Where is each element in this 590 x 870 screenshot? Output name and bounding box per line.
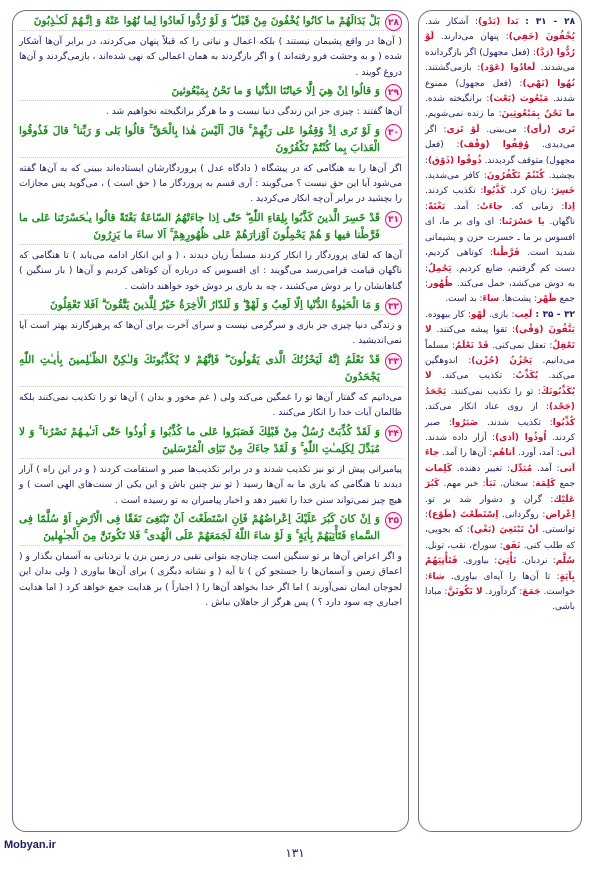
glossary-definition: : نردبان. <box>516 556 556 567</box>
glossary-term: بَدا (بَدُو) <box>478 17 519 27</box>
glossary-definition: : مسلماً می‌دانیم. <box>425 340 575 366</box>
verse-block <box>19 424 402 508</box>
glossary-definition: جمع <box>555 479 575 490</box>
verse-block <box>19 83 402 119</box>
verse-arabic-text: وَ مَا الْحَيٰوةُ الدُّنْيا اِلّا لَعِبٌ وَ لَهْوٌ ۖ وَ لَلدّارُ الْاٰخِرَةُ خَيْرٌ لِلَّذينَ يَتَّقُونَ ۗ اَفَلا تَعْقِلُونَ <box>50 299 380 312</box>
glossary-term: كُذِّبُوا <box>552 417 575 428</box>
glossary-definition: : تو را تکذیب نمی‌کنند. <box>446 386 541 397</box>
glossary-term: فَتَأْتِيَهُمْ بِآيَةٍ <box>425 556 575 582</box>
page-number: ۱۳۱ <box>285 846 305 860</box>
glossary-definition: : اندوهگین می‌کند. <box>425 355 576 382</box>
glossary-definition: : تقوا پیشه می‌کنند. <box>431 325 515 336</box>
glossary-definition: : آمد، آورد. <box>515 448 560 459</box>
glossary-definition: : اگر می‌دیدی. <box>425 124 575 151</box>
glossary-definition: : سخنان. <box>495 479 536 490</box>
glossary-term: وُقِفُوا (وَقْف) <box>459 140 530 151</box>
glossary-panel <box>418 10 582 832</box>
glossary-term: نَبَأ <box>485 479 496 490</box>
glossary-term: كُنْتُمْ تَكْفُرُونَ <box>486 171 545 182</box>
verse-block <box>19 123 402 207</box>
verse-translation: پیامبرانی پیش از تو نیز تکذیب شدند و در برابر تکذیب‌ها صبر و استقامت کردند ( و در این راه ) آزار دیدند تا هنگامی که یاری ما به آن‌ها رسید ( تو نیز چنین باش و این یکی از سنت‌های الهی است ) و هیچ چیز نمی‌تواند سنن خدا را تغییر دهد و اخبار پیامبران به تو رسیده است . <box>19 458 402 508</box>
glossary-term: لَوْ تَرى <box>446 124 480 135</box>
glossary-term: فَرَّطْنا <box>493 248 520 259</box>
glossary-definition: : تعقل نمی‌کنی. <box>488 340 553 351</box>
glossary-definition: : توانستی. <box>425 510 575 536</box>
verse-range-label: ۲۸ - ۳۱ : <box>525 17 575 27</box>
glossary-term: اِذا <box>564 201 575 212</box>
verse-block <box>19 511 402 611</box>
glossary-definition: : کافر می‌شدید. <box>425 171 487 182</box>
glossary-term: يَحْزُنُ (حُزْن) <box>471 355 533 366</box>
verse-block <box>19 297 402 349</box>
verse-range-label: ۳۲ - ۳۵ : <box>535 309 575 320</box>
glossary-term: مُبَدِّل <box>510 463 533 474</box>
glossary-term: لا يُكَذِّبُونَكَ <box>425 371 575 397</box>
glossary-definition: : می‌بینی. <box>479 124 527 135</box>
site-logo[interactable]: Mobyan.ir <box>4 839 56 851</box>
glossary-term: بَغْتَةً <box>428 201 446 212</box>
glossary-term: كَذَّبُوا <box>483 186 506 197</box>
glossary-definition: : آشکار شد. <box>425 17 479 27</box>
glossary-definition: : کار بیهوده. <box>425 309 471 320</box>
verse-arabic <box>19 13 402 30</box>
glossary-definition: : آزار داده شدند. <box>425 432 496 443</box>
verse-translation: و اگر اعراض آن‌ها بر تو سنگین است چنان‌چه بتوانی نقبی در زمین بزن یا نردبانی به آسمان بگذار و ( اعماق زمین و آسمان‌ها را جستجو کن ) تا آیه ( و نشانه دیگری ) برای آن‌ها بیاوری ( ولی بدان این لجوجان ایمان نمی‌آورند ) اما اگر خدا بخواهد آن‌ها را ( اجباراً ) بر هدایت جمع خواهد کرد ( اما هدایت اجباری چه سود دارد ؟ ) پس هرگز از جاهلان نباش . <box>19 545 402 611</box>
glossary-term: كَبُرَ عَلَيْك <box>425 479 575 505</box>
glossary-term: اُوذُوا (اَذى) <box>495 432 547 443</box>
glossary-term: صَبَرُوا <box>451 417 479 428</box>
glossary-definition: : ما زنده نمی‌شویم. <box>425 109 502 120</box>
glossary-term: يَحْمِلُ <box>428 263 452 274</box>
glossary-term: ساءَ <box>482 294 500 305</box>
verse-list <box>19 13 402 611</box>
glossary-term: لَعادُوا (عَوْد) <box>480 63 536 74</box>
glossary-definition: : بد است. <box>445 294 483 305</box>
glossary-definition: : به دوش می‌کشد، حمل می‌کند. <box>425 263 575 289</box>
verse-translation: ( آن‌ها در واقع پشیمان نیستند ) بلکه اعمال و نیاتی را که قبلاً پنهان می‌کردند، در برابر آن‌ها آشکار شده ( و به وحشت فرو رفته‌اند ) و اگر بازگردند به همان اعمالی که نهی شده‌اند ، بازمی‌گردند و آن‌ها دروغ گویند . <box>19 30 402 80</box>
glossary-definition: : سوراخ، نقب، تونل. <box>425 540 503 551</box>
verses-panel <box>12 10 409 832</box>
glossary-term: كَلِمَة <box>535 479 556 490</box>
glossary-term: تَأْتِيَ <box>497 556 517 567</box>
verse-number-badge: ۲۸ <box>385 14 402 31</box>
glossary-term: جاءَ اَتى <box>425 448 575 474</box>
glossary-definition: : جمع <box>425 278 575 305</box>
glossary-term: ظُهُور <box>428 278 453 289</box>
glossary-definition: : پشت‌ها. <box>499 294 538 305</box>
glossary-term: شاءَ <box>428 571 445 582</box>
glossary-definition: : که بجویی، که طلب کنی. <box>425 525 575 551</box>
verse-number-badge: ۳۰ <box>385 124 402 141</box>
verse-translation: اگر آن‌ها را به هنگامی که در پیشگاه ( دادگاه عدل ) پروردگارشان ایستاده‌اند ببینی که به آن‌ها گفته می‌شود آیا این حق نیست ؟ می‌گویند : آری قسم به پروردگار ما ( حق است ) ، می‌گوید پس مجازات را بچشید در برابر آن‌چه انکار می‌کردید . <box>19 157 402 207</box>
glossary-term: لا تَكُونَنَّ <box>447 587 483 598</box>
glossary-definition: : آمد. <box>445 201 480 212</box>
glossary-definition: : آمد. <box>532 463 560 474</box>
glossary-definition: : تکذیب شدند. <box>478 417 553 428</box>
glossary-definition: : آن‌ها را آمد. <box>439 448 493 459</box>
verse-arabic-text: وَ لَوْ تَرى اِذْ وُقِفُوا عَلى رَبِّهِمْ ۚ قالَ اَلَيْسَ هٰذا بِالْحَقِّ ۚ قالُوا بَلى وَ رَبِّنا ۚ قالَ فَذُوقُوا الْعَذابَ بِما كُنْتُمْ تَكْفُرُونَ <box>19 124 380 154</box>
verse-arabic <box>19 424 402 458</box>
glossary-term: يَجْحَدُ (جَحْد) <box>425 386 575 413</box>
glossary-definition: : زیان کرد. <box>505 186 555 197</box>
verse-block <box>19 210 402 294</box>
glossary-definition: : بچشید. <box>425 155 575 182</box>
glossary-term: اِعْراض <box>545 510 575 520</box>
glossary-definition: : تغییر دهنده. <box>452 463 511 474</box>
verse-number-badge: ۳۱ <box>385 211 402 228</box>
glossary-term: ما نَحْنُ بِمَبْعُوثِينَ <box>501 109 575 120</box>
glossary-term: اَتى <box>559 448 575 459</box>
glossary-list <box>425 15 575 616</box>
glossary-term: يَتَّقُونَ (وَقْي) <box>514 325 575 336</box>
verse-translation: می‌دانیم که گفتار آن‌ها تو را غمگین می‌کند ولی ( غم مخور و بدان ) آن‌ها تو را تکذیب نمی‌کنند بلکه ظالمان آیات خدا را انکار می‌کنند . <box>19 386 402 421</box>
glossary-term: يُخْفُونَ (خَفِي) <box>508 32 575 43</box>
glossary-term: اِسْتَطَعْتَ (طَوْع) <box>428 510 499 520</box>
verse-arabic-text: قَدْ خَسِرَ الَّذينَ كَذَّبُوا بِلِقاءِ اللّٰهِ ۖ حَتّٰى اِذا جاءَتْهُمُ السّاعَةُ بَغْتَةً قالُوا يـٰحَسْرَتَنا عَلى ما فَرَّطْنا فيها وَ هُمْ يَحْمِلُونَ اَوْزارَهُمْ عَلى ظُهُورِهِمْ ۚ اَلا ساءَ ما يَزِرُونَ <box>19 211 380 241</box>
glossary-definition: : بازی. <box>485 309 515 320</box>
glossary-definition: : تکذیب می‌کند. <box>431 371 516 382</box>
verse-number-badge: ۳۳ <box>385 353 402 370</box>
verse-arabic <box>19 123 402 157</box>
glossary-definition: : بازمی‌گشتند. <box>425 63 481 74</box>
verse-arabic <box>19 297 402 314</box>
glossary-term: كَلِمات <box>425 463 452 474</box>
glossary-term: يُكَذِّبُ <box>515 371 539 382</box>
verse-arabic <box>19 511 402 545</box>
glossary-term: اَنْ تَبْتَغِيَ (بَغْي) <box>469 525 539 536</box>
glossary-definition: : صبر کردند. <box>425 417 575 443</box>
glossary-term: لَعِب <box>514 309 533 320</box>
glossary-definition: : بیاوری. <box>457 556 498 567</box>
verse-number-badge: ۳۵ <box>385 512 402 529</box>
verse-translation: آن‌ها گفتند : چیزی جز این زندگی دنیا نیست و ما هرگز برانگیخته نخواهیم شد . <box>19 100 402 119</box>
verse-translation: آن‌ها که لقای پروردگار را انکار کردند مسلماً زیان دیدند ، ( و این انکار ادامه می‌یابد ) تا هنگامی که ناگهان قیامت فرامی‌رسد می‌گویند : ای افسوس که درباره آن کوتاهی کردیم و آن‌ها ( بار سنگین ) گناهانشان را بر دوش می‌کشند ، چه بد باری بر دوش خود خواهند داشت . <box>19 244 402 294</box>
glossary-term: جَمَعَ <box>522 587 541 598</box>
glossary-term: نُهُوا (نَهْي) <box>522 78 575 89</box>
glossary-definition: : کوتاهی کردیم، دست کم گرفتیم، ضایع کردیم. <box>425 248 575 274</box>
glossary-term: ذُوقُوا (ذَوْق) <box>428 155 482 166</box>
verse-arabic-text: بَلْ بَدَالَهُمْ ما كانُوا يُخْفُونَ مِنْ قَبْلُ ۖ وَ لَوْ رُدُّوا لَعادُوا لِما نُهُوا عَنْهُ وَ اِنَّـهُمْ لَكـٰذِبُونَ <box>33 15 380 27</box>
verse-arabic-text: وَ لَقَدْ كُذِّبَتْ رُسُلٌ مِنْ قَبْلِكَ فَصَبَرُوا عَلى ما كُذِّبُوا وَ اُوذُوا حَتّٰى اَتـٰيـهُمْ نَصْرُنا ۚ وَ لا مُبَدِّلَ لِكَلِمـٰتِ اللّٰهِ ۚ وَ لَقَدْ جاءَكَ مِنْ نَبَاِى الْمُرْسَلينَ <box>19 425 380 455</box>
glossary-definition: : (فعل مجهول) متوقف گردیدند. <box>425 140 575 166</box>
verse-arabic-text: وَ اِنْ كانَ كَبُرَ عَلَيْكَ اِعْراضُهُمْ فَاِنِ اسْتَطَعْتَ اَنْ تَبْتَغِىَ نَفَقًا فِى الْاَرْضِ اَوْ سُلَّمًا فِى السَّماءِ فَتَأْتِيَهُمْ بِاٰيَةٍ ۚ وَ لَوْ شاءَ اللّٰهُ لَجَمَعَهُمْ عَلَى الْهُدى ۚ فَلا تَكُونَنَّ مِنَ الْجـٰهِلينَ <box>19 512 380 542</box>
glossary-definition: : خواست. <box>425 571 575 598</box>
glossary-term: لَهْو <box>470 309 486 320</box>
glossary-term: اَتاهُم <box>492 448 516 459</box>
verse-block <box>19 352 402 421</box>
verse-arabic-text: قَدْ نَعْلَمُ اِنَّهُ لَيَحْزُنُكَ الَّذى يَقُولُونَ ۖ فَاِنَّهُمْ لا يُكَذِّبُونَكَ وَلـٰكِنَّ الظّـٰلِمينَ بِاٰيـٰتِ اللّٰهِ يَجْحَدُونَ <box>19 353 380 383</box>
glossary-term: خَسِرَ <box>554 186 576 197</box>
glossary-term: جاءَتْ <box>479 201 503 212</box>
glossary-paragraph <box>425 308 575 616</box>
glossary-definition: : (فعل مجهول) ممنوع شدند. <box>425 78 575 105</box>
glossary-definition: : ناگهان. <box>425 201 575 228</box>
glossary-definition: : از روی عناد انکار می‌کند. <box>425 402 549 413</box>
verse-arabic <box>19 83 402 100</box>
glossary-term: تَرى (رأى) <box>526 124 576 135</box>
glossary-term: ظَهْر <box>537 294 557 305</box>
verse-number-badge: ۳۲ <box>385 298 402 315</box>
glossary-definition: : خبر مهم. <box>439 479 486 490</box>
glossary-term: يا حَسْرَتَنا <box>501 217 545 228</box>
glossary-definition: : پنهان می‌دارند. <box>433 32 509 43</box>
verse-arabic-text: وَ قالُوا اِنْ هِيَ اِلَّا حَياتُنَا الدُّنْيا وَ ما نَحْنُ بِمَبْعُوثينَ <box>171 85 380 98</box>
glossary-term: لا تَعْقِلُ <box>425 325 575 351</box>
glossary-definition: : گردآورد. <box>482 587 523 598</box>
verse-number-badge: ۳۴ <box>385 425 402 442</box>
verse-translation: و زندگی دنیا چیزی جز بازی و سرگرمی نیست و سرای آخرت برای آن‌ها که پرهیزگارند بهتر است آیا نمی‌اندیشید . <box>19 314 402 349</box>
verse-arabic <box>19 210 402 244</box>
verse-number-badge: ۲۹ <box>385 84 402 101</box>
verse-block <box>19 13 402 80</box>
glossary-definition: : تکذیب کردند. <box>425 186 484 197</box>
glossary-paragraph <box>425 15 575 308</box>
glossary-definition: : زمانی که. <box>502 201 565 212</box>
glossary-term: لَوْ رُدُّوا (رَدَّ) <box>425 32 575 58</box>
glossary-term: مَبْعُوث (بَعْث) <box>489 94 549 105</box>
glossary-term: سُلَّم <box>555 556 576 567</box>
glossary-definition: : روگردانی. <box>498 510 546 520</box>
glossary-definition: : تا آن‌ها را آیه‌ای بیاوری. <box>444 571 560 582</box>
glossary-definition: : برانگیخته شده. <box>425 94 490 105</box>
glossary-definition: : گران و دشوار شد بر تو. <box>425 494 554 505</box>
glossary-term: قَدْ نَعْلَمُ <box>454 340 489 351</box>
glossary-definition: : (فعل مجهول) اگر بازگردانده می‌شدند. <box>425 47 575 74</box>
verse-arabic <box>19 352 402 386</box>
glossary-term: نَفَق <box>502 540 521 551</box>
glossary-definition: : مبادا باشی. <box>425 587 575 613</box>
glossary-definition: : ای وای بر ما، ای افسوس بر ما ـ حسرت حزن و پشیمانی شدید است. <box>425 217 575 259</box>
